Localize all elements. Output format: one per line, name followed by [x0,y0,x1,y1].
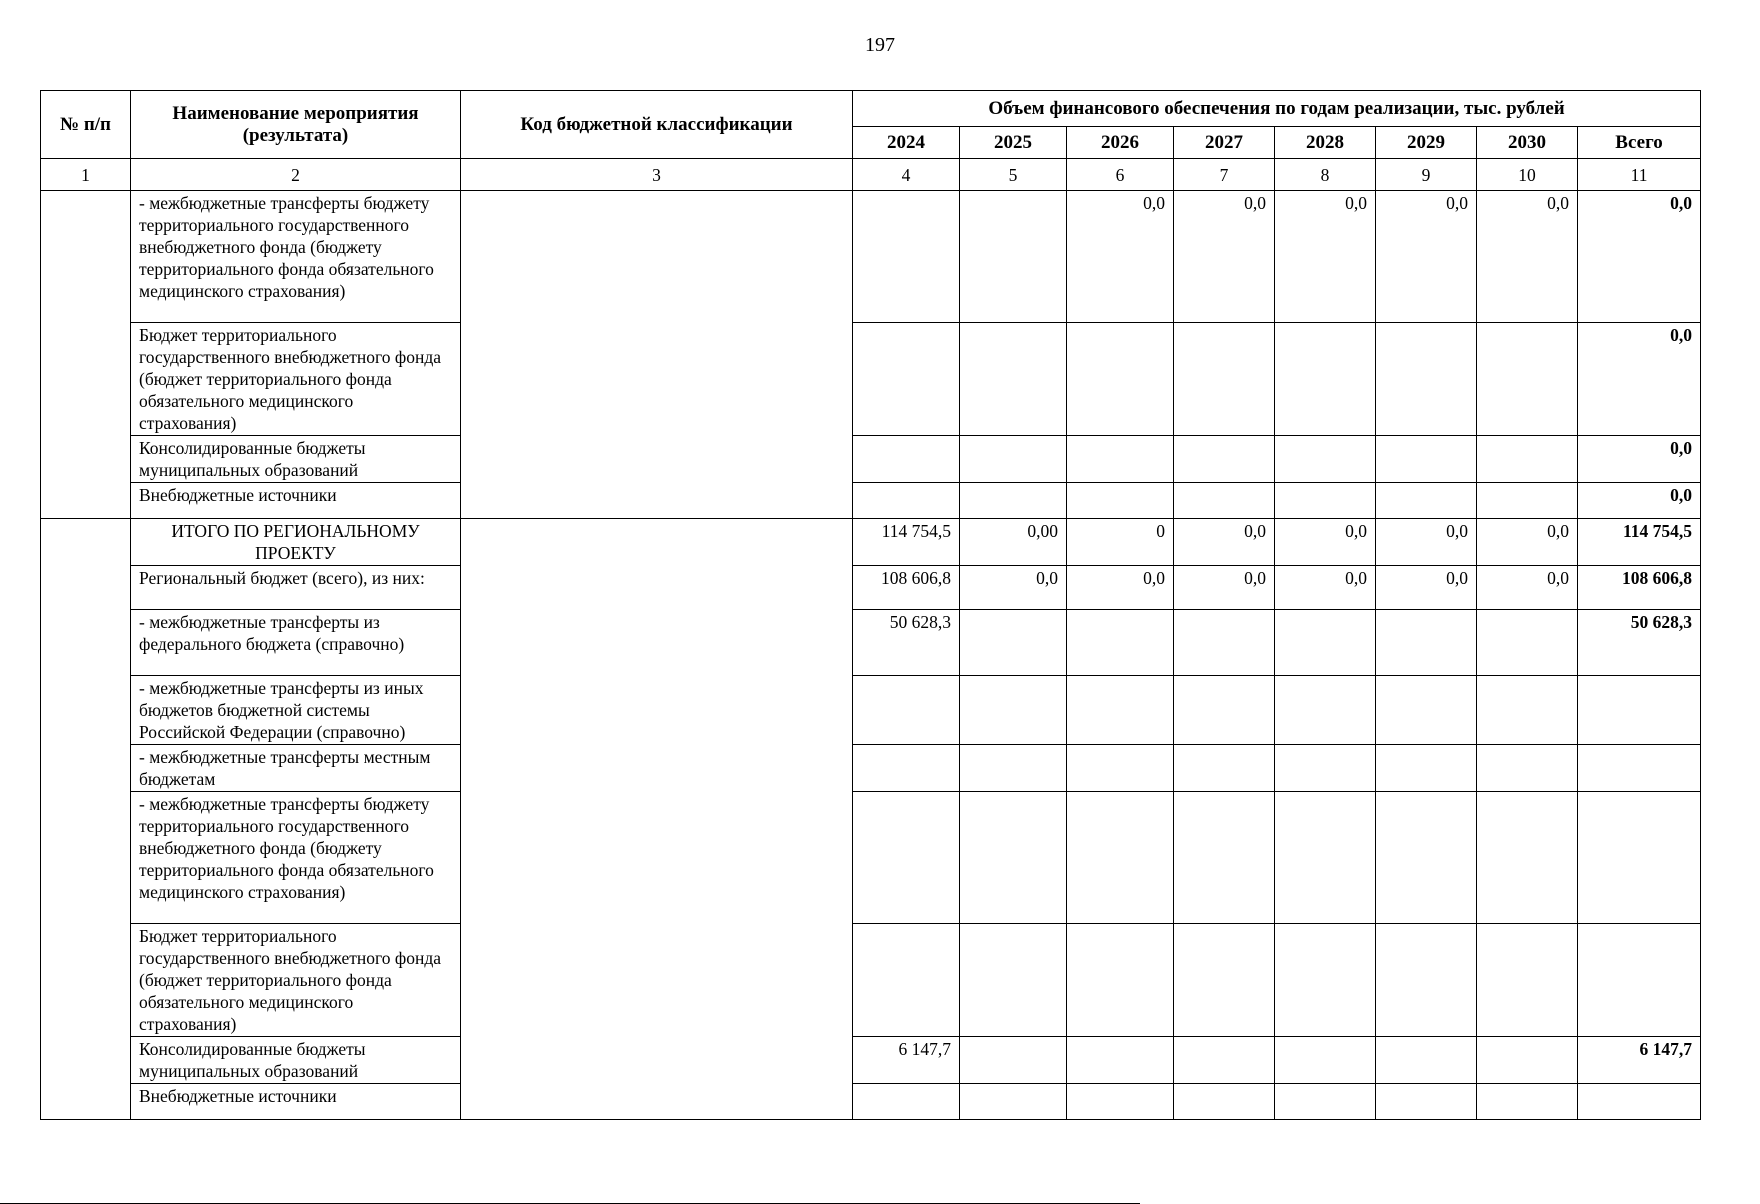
header-volume: Объем финансового обеспечения по годам реализации, тыс. рублей [853,91,1701,127]
year-value [1174,1037,1275,1084]
row-total [1578,676,1701,745]
year-value [960,745,1067,792]
year-value [1275,745,1376,792]
year-value: 114 754,5 [853,519,960,566]
header-year: 2026 [1067,127,1174,159]
year-value [1275,323,1376,436]
year-value [853,676,960,745]
year-value [1477,792,1578,924]
year-value [1275,1084,1376,1120]
table-row [41,792,1701,924]
year-value [1376,610,1477,676]
row-name: ИТОГО ПО РЕГИОНАЛЬНОМУ ПРОЕКТУ [131,519,461,566]
year-value [1376,924,1477,1037]
year-value [1376,436,1477,483]
column-number: 7 [1174,159,1275,191]
year-value: 0,0 [960,566,1067,610]
year-value [960,483,1067,519]
year-value [1477,323,1578,436]
column-number: 6 [1067,159,1174,191]
page-number: 197 [865,34,895,56]
table-row [41,745,1701,792]
year-value [1275,436,1376,483]
year-value [1477,483,1578,519]
year-value [1477,676,1578,745]
column-number: 11 [1578,159,1701,191]
year-value [1174,483,1275,519]
year-value [1067,483,1174,519]
year-value [1477,924,1578,1037]
row-name: - межбюджетные трансферты бюджету территориального государственного внебюджетного фонда (бюджету территориального фонда обязательного медицинского страхования) [131,792,461,924]
year-value: 50 628,3 [853,610,960,676]
header-year: 2030 [1477,127,1578,159]
year-value: 0,0 [1174,519,1275,566]
table-row [41,436,1701,483]
header-year: 2025 [960,127,1067,159]
row-total: 108 606,8 [1578,566,1701,610]
year-value [1174,792,1275,924]
header-year: 2027 [1174,127,1275,159]
year-value [960,1037,1067,1084]
year-value [1376,323,1477,436]
row-name: Консолидированные бюджеты муниципальных образований [131,436,461,483]
year-value [1067,323,1174,436]
year-value [853,483,960,519]
row-name: - межбюджетные трансферты бюджету территориального государственного внебюджетного фонда (бюджету территориального фонда обязательного медицинского страхования) [131,191,461,323]
year-value [1275,1037,1376,1084]
year-value [1275,792,1376,924]
row-name: - межбюджетные трансферты из иных бюджетов бюджетной системы Российской Федерации (справочно) [131,676,461,745]
row-name: Внебюджетные источники [131,483,461,519]
year-value: 0,0 [1067,566,1174,610]
row-name: Бюджет территориального государственного внебюджетного фонда (бюджет территориального фонда обязательного медицинского страхования) [131,924,461,1037]
row-total: 0,0 [1578,323,1701,436]
year-value [1067,924,1174,1037]
year-value [960,924,1067,1037]
year-value [1174,676,1275,745]
row-total: 50 628,3 [1578,610,1701,676]
row-total: 0,0 [1578,483,1701,519]
year-value [1275,483,1376,519]
header-total: Всего [1578,127,1701,159]
column-number: 10 [1477,159,1578,191]
year-value: 0,0 [1174,566,1275,610]
year-value [1174,610,1275,676]
year-value [853,191,960,323]
row-total [1578,924,1701,1037]
column-number: 1 [41,159,131,191]
column-number: 5 [960,159,1067,191]
year-value [1067,676,1174,745]
year-value [1174,436,1275,483]
row-total [1578,1084,1701,1120]
year-value [1477,610,1578,676]
header-year: 2029 [1376,127,1477,159]
year-value [1275,676,1376,745]
table-row [41,610,1701,676]
row-name: - межбюджетные трансферты из федерального бюджета (справочно) [131,610,461,676]
year-value [1174,323,1275,436]
row-total [1578,745,1701,792]
year-value [1067,436,1174,483]
year-value [960,191,1067,323]
year-value [1067,1084,1174,1120]
year-value [1174,745,1275,792]
year-value [1067,792,1174,924]
year-value [960,792,1067,924]
year-value [1376,676,1477,745]
row-name: - межбюджетные трансферты местным бюджетам [131,745,461,792]
table-row [41,519,1701,566]
row-total [1578,792,1701,924]
year-value: 0,0 [1376,566,1477,610]
row-number-cell [41,191,131,519]
column-number: 9 [1376,159,1477,191]
column-number: 8 [1275,159,1376,191]
table-row [41,566,1701,610]
year-value [1174,1084,1275,1120]
year-value [1275,610,1376,676]
year-value [853,1084,960,1120]
year-value: 108 606,8 [853,566,960,610]
year-value [1067,1037,1174,1084]
year-value [1376,792,1477,924]
year-value [853,745,960,792]
budget-table [40,90,1701,1120]
year-value [960,436,1067,483]
budget-code-cell [461,191,853,519]
year-value [1376,745,1477,792]
row-name: Региональный бюджет (всего), из них: [131,566,461,610]
year-value [853,924,960,1037]
row-name: Бюджет территориального государственного внебюджетного фонда (бюджет территориального фонда обязательного медицинского страхования) [131,323,461,436]
year-value [960,1084,1067,1120]
year-value [853,792,960,924]
table-row [41,924,1701,1037]
year-value [960,610,1067,676]
year-value: 0,00 [960,519,1067,566]
header-num: № п/п [41,91,131,159]
year-value: 0,0 [1174,191,1275,323]
column-number: 4 [853,159,960,191]
year-value: 0,0 [1275,519,1376,566]
year-value: 0,0 [1477,519,1578,566]
year-value: 6 147,7 [853,1037,960,1084]
row-total: 114 754,5 [1578,519,1701,566]
header-code: Код бюджетной классификации [461,91,853,159]
year-value [1376,1037,1477,1084]
budget-code-cell [461,519,853,1120]
column-number: 3 [461,159,853,191]
year-value [1477,1084,1578,1120]
year-value: 0,0 [1376,191,1477,323]
table-row [41,483,1701,519]
row-total: 0,0 [1578,191,1701,323]
year-value [1376,1084,1477,1120]
header-year: 2028 [1275,127,1376,159]
row-name: Консолидированные бюджеты муниципальных образований [131,1037,461,1084]
year-value [1477,745,1578,792]
column-number: 2 [131,159,461,191]
year-value [853,436,960,483]
table-row [41,191,1701,323]
year-value: 0,0 [1275,566,1376,610]
row-total: 6 147,7 [1578,1037,1701,1084]
table-row [41,1037,1701,1084]
year-value: 0,0 [1067,191,1174,323]
year-value [853,323,960,436]
row-number-cell [41,519,131,1120]
table-row [41,1084,1701,1120]
year-value: 0,0 [1477,566,1578,610]
year-value: 0,0 [1477,191,1578,323]
year-value: 0,0 [1275,191,1376,323]
header-name: Наименование мероприятия (результата) [131,91,461,159]
year-value: 0 [1067,519,1174,566]
year-value [1067,610,1174,676]
year-value [1477,1037,1578,1084]
year-value [1376,483,1477,519]
year-value [1477,436,1578,483]
table-row [41,676,1701,745]
year-value [1174,924,1275,1037]
row-total: 0,0 [1578,436,1701,483]
row-name: Внебюджетные источники [131,1084,461,1120]
table-row [41,323,1701,436]
year-value [1067,745,1174,792]
header-year: 2024 [853,127,960,159]
year-value [960,676,1067,745]
year-value [960,323,1067,436]
column-numbers-row [41,159,1701,191]
year-value: 0,0 [1376,519,1477,566]
year-value [1275,924,1376,1037]
